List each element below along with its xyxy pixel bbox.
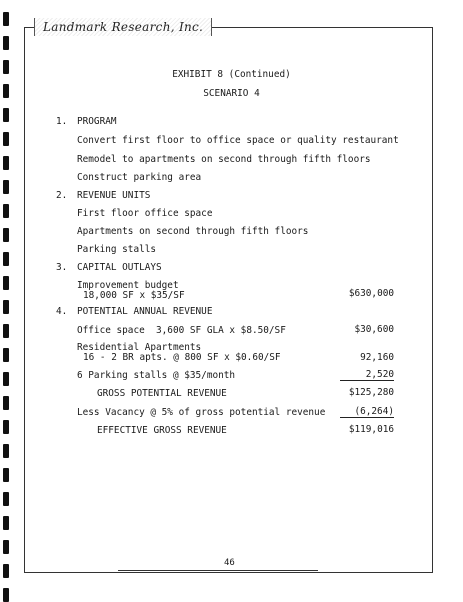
residential-label: Residential Apartments xyxy=(77,342,202,353)
binding-ring xyxy=(3,516,9,530)
binding-ring xyxy=(3,252,9,266)
section-number-1: 1. xyxy=(56,116,68,127)
binding-ring xyxy=(3,108,9,122)
capital-outlay-label: Improvement budget xyxy=(77,280,179,291)
office-space-label: Office space 3,600 SF GLA x $8.50/SF xyxy=(77,325,286,336)
binding-ring xyxy=(3,564,9,578)
binding-ring xyxy=(3,132,9,146)
binding-ring xyxy=(3,396,9,410)
effective-revenue-amount: $119,016 xyxy=(348,424,394,435)
gross-revenue-amount: $125,280 xyxy=(348,387,394,398)
binding-ring xyxy=(3,12,9,26)
effective-revenue-label: EFFECTIVE GROSS REVENUE xyxy=(97,425,227,436)
capital-outlay-detail: 18,000 SF x $35/SF xyxy=(83,290,185,301)
company-logo: Landmark Research, Inc. xyxy=(34,18,212,36)
binding-ring xyxy=(3,228,9,242)
section-heading-capital-outlays: CAPITAL OUTLAYS xyxy=(77,262,162,273)
revenue-unit-item: Apartments on second through fifth floors xyxy=(77,226,309,237)
revenue-unit-item: First floor office space xyxy=(77,208,213,219)
section-number-4: 4. xyxy=(56,306,68,317)
section-heading-potential-revenue: POTENTIAL ANNUAL REVENUE xyxy=(77,306,213,317)
residential-detail: 16 - 2 BR apts. @ 800 SF x $0.60/SF xyxy=(83,352,281,363)
binding-ring xyxy=(3,372,9,386)
gross-revenue-label: GROSS POTENTIAL REVENUE xyxy=(97,388,227,399)
section-number-3: 3. xyxy=(56,262,68,273)
binding-ring xyxy=(3,36,9,50)
binding-ring xyxy=(3,324,9,338)
exhibit-title: EXHIBIT 8 (Continued) xyxy=(172,69,291,80)
page-number: 46 xyxy=(224,558,235,568)
office-space-amount: $30,600 xyxy=(354,324,394,335)
vacancy-label: Less Vacancy @ 5% of gross potential revenue xyxy=(77,407,326,418)
parking-amount-underline xyxy=(340,380,394,381)
parking-label: 6 Parking stalls @ $35/month xyxy=(77,370,236,381)
section-number-2: 2. xyxy=(56,190,68,201)
binding-ring xyxy=(3,348,9,362)
revenue-unit-item: Parking stalls xyxy=(77,244,157,255)
program-item: Convert first floor to office space or quality restaurant xyxy=(77,135,399,146)
binding-ring xyxy=(3,468,9,482)
binding-ring xyxy=(3,444,9,458)
vacancy-amount: (6,264) xyxy=(354,406,394,417)
binding-ring xyxy=(3,156,9,170)
program-item: Remodel to apartments on second through fifth floors xyxy=(77,154,371,165)
scenario-title: SCENARIO 4 xyxy=(203,88,260,99)
capital-outlay-amount: $630,000 xyxy=(348,288,394,299)
binding-ring xyxy=(3,276,9,290)
program-item: Construct parking area xyxy=(77,172,202,183)
binding-ring xyxy=(3,420,9,434)
parking-amount: 2,520 xyxy=(365,369,394,380)
binding-ring xyxy=(3,300,9,314)
binding-ring xyxy=(3,180,9,194)
binding-ring xyxy=(3,204,9,218)
vacancy-amount-underline xyxy=(340,417,394,418)
binding-ring xyxy=(3,588,9,602)
binding-ring xyxy=(3,540,9,554)
residential-amount: 92,160 xyxy=(360,352,394,363)
section-heading-revenue-units: REVENUE UNITS xyxy=(77,190,151,201)
footer-rule xyxy=(118,570,318,571)
binding-ring xyxy=(3,492,9,506)
section-heading-program: PROGRAM xyxy=(77,116,117,127)
